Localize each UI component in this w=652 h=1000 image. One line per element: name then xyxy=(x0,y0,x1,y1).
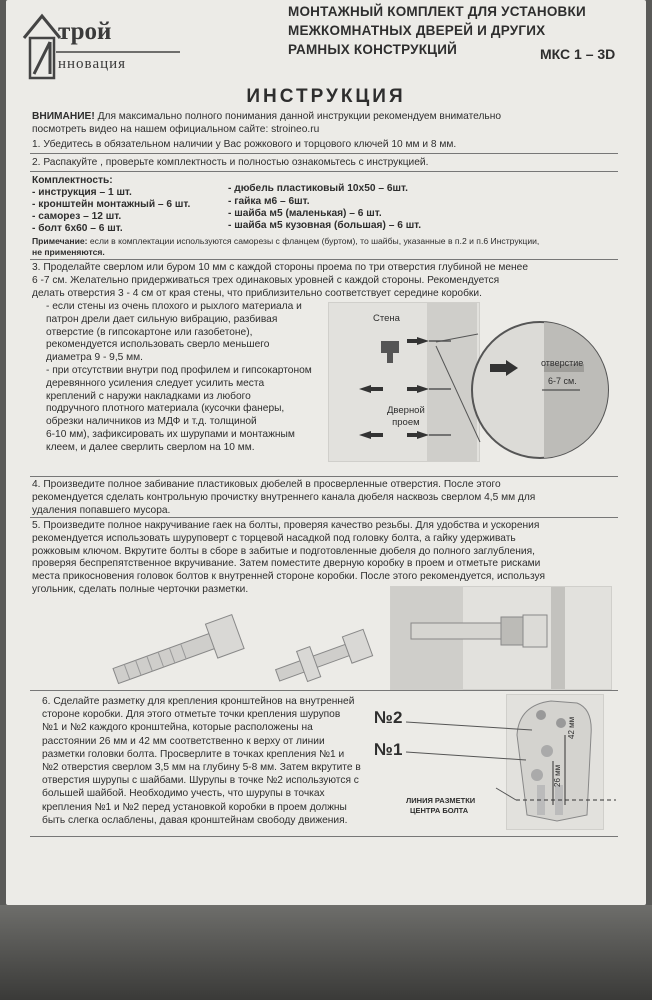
page-title: ИНСТРУКЦИЯ xyxy=(246,86,406,107)
bolt-assembly-figure xyxy=(106,612,376,702)
step-3-line: клеем, и далее сверлить сверлом на 10 мм. xyxy=(46,441,255,453)
step-3-line: рекомендуется использовать сверло меньшего xyxy=(46,339,270,351)
attention-label: ВНИМАНИЕ! xyxy=(32,111,95,122)
step-3-line: креплений с наружи накладками из любого xyxy=(46,390,251,402)
step-6-line: 6. Сделайте разметку для крепления кронштейнов на внутренней xyxy=(42,696,355,707)
opening-label: Дверной проем xyxy=(387,405,425,428)
label-point-2: №2 xyxy=(374,708,403,727)
hole-depth-label: 6-7 см. xyxy=(548,376,577,386)
header-title-line: РАМНЫХ КОНСТРУКЦИЙ xyxy=(288,42,458,57)
step-3-line: обрезки наличников из МДФ и т.д. толщиной xyxy=(46,416,257,428)
logo-text-top: трой xyxy=(58,18,112,45)
model-number: МКС 1 – 3D xyxy=(540,46,616,62)
step-5-line: места прикосновения головок болтов к внутренней стороне коробки. После этого рекомендуется, используя xyxy=(32,571,546,583)
attention-line-2: посмотреть видео на нашем официальном сайте: stroineo.ru xyxy=(32,124,320,135)
marking-line-label: ЛИНИЯ РАЗМЕТКИ xyxy=(406,796,476,805)
step-6-line: №1 и №2 каждого кронштейна, которые расположены на xyxy=(42,722,313,734)
step-1: 1. Убедитесь в обязательном наличии у Вас рожкового и торцового ключей 10 мм и 8 мм. xyxy=(32,139,457,150)
bolt-icon xyxy=(391,587,611,689)
kit-item: - кронштейн монтажный – 6 шт. xyxy=(32,199,191,210)
step-2: 2. Распакуйте , проверьте комплектность и полностью ознакомьтесь с инструкцией. xyxy=(32,157,429,168)
step-5-line: угольник, сделать полные черточки разметки. xyxy=(32,584,249,595)
company-logo xyxy=(20,8,190,90)
dimension-26: 26 мм xyxy=(553,764,562,787)
step-3-line: подручного плотного материала (кусочки фанеры, xyxy=(46,403,285,415)
kit-item: - инструкция – 1 шт. xyxy=(32,187,132,198)
divider xyxy=(30,836,618,837)
step-6-line: стороне коробки. Для этого отметьте точки крепления шурупов xyxy=(42,709,341,721)
bracket-leader-lines xyxy=(366,700,616,810)
dimension-42: 42 мм xyxy=(567,716,576,739)
step-6-line: разметки головки болта. Просверлите в точках крепления №1 и xyxy=(42,748,345,760)
step-6-line: расстоянии 26 мм и 42 мм соответственно к верху от линии xyxy=(42,735,325,747)
divider xyxy=(30,171,618,172)
step-5-line: 5. Произведите полное накручивание гаек на болты, проверяя качество резьбы. Для удобства и ускорения xyxy=(32,520,540,531)
kit-note-2: не применяются. xyxy=(32,247,105,257)
step-5-line: рекомендуется использовать шуруповерт с торцевой насадкой под головку болта, а гайку удерживать xyxy=(32,532,516,544)
step-5-line: проверяя беспрепятственное вкручивание. Затем поместите дверную коробку в проем и отметьте рисками xyxy=(32,558,541,570)
kit-item: - гайка м6 – 6шт. xyxy=(228,196,310,207)
bolt-in-wall-figure xyxy=(390,586,612,690)
marking-line-label-2: ЦЕНТРА БОЛТА xyxy=(410,806,469,815)
divider xyxy=(30,517,618,518)
step-3-line: патрон дрели дает сильную вибрацию, разбивая xyxy=(46,313,278,325)
note-label: Примечание: xyxy=(32,236,88,246)
kit-item: - шайба м5 кузовная (большая) – 6 шт. xyxy=(228,220,422,231)
instruction-sheet xyxy=(6,0,646,905)
step-6-line: №2 отверстия сверлом 3,5 мм на глубину 5-8 мм. Затем вкрутите в xyxy=(42,762,361,773)
note-text: если в комплектации используются саморезы с фланцем (буртом), то шайбы, указанные в п.2 и п.6 Инструкции, xyxy=(89,236,540,246)
background-shadow xyxy=(0,905,652,1000)
kit-note xyxy=(32,236,539,247)
header-title-line: МОНТАЖНЫЙ КОМПЛЕКТ ДЛЯ УСТАНОВКИ xyxy=(288,4,586,19)
kit-item: - болт 6х60 – 6 шт. xyxy=(32,223,123,234)
kit-title: Комплектность: xyxy=(32,175,113,186)
step-3-line: отверстие (в гипсокартоне или газобетоне), xyxy=(46,326,253,338)
step-3-line: 6-10 мм), зафиксировать их шурупами и монтажным xyxy=(46,429,295,440)
attention-line-1 xyxy=(32,111,501,124)
step-3-line: - при отсутствии внутри под профилем и гипсокартоном xyxy=(46,365,312,376)
kit-item: - саморез – 12 шт. xyxy=(32,211,122,222)
step-6-line: быть слегка ослаблены, давая кронштейнам свободу движения. xyxy=(42,814,348,826)
step-3-line: деревянного усиления следует усилить места xyxy=(46,377,265,389)
wall-label: Стена xyxy=(373,313,400,324)
step-6-line: отверстия шурупы с шайбами. Шурупы в точке №2 используются с xyxy=(42,775,359,787)
magnified-hole-figure xyxy=(420,290,610,470)
label-point-1: №1 xyxy=(374,740,403,759)
step-6-line: большей шайбой. Необходимо учесть, что шурупы в точках xyxy=(42,788,325,800)
step-3-line: 3. Проделайте сверлом или буром 10 мм с каждой стороны проема по три отверстия глубиной не менее xyxy=(32,262,529,273)
step-3-line: - если стены из очень плохого и рыхлого материала и xyxy=(46,301,302,312)
step-4-line: рекомендуется сделать контрольную прочистку внутреннего канала дюбеля насквозь сверлом 4,5 мм для xyxy=(32,491,536,503)
logo-text-bottom: нновация xyxy=(58,56,127,72)
divider xyxy=(30,690,618,691)
kit-item: - дюбель пластиковый 10х50 – 6шт. xyxy=(228,183,408,194)
divider xyxy=(30,476,618,477)
step-3-line: 6 -7 см. Желательно придерживаться трех одинаковых уровней с каждой стороны. Рекомендуется xyxy=(32,275,500,286)
header-title-line: МЕЖКОМНАТНЫХ ДВЕРЕЙ И ДРУГИХ xyxy=(288,23,546,38)
divider xyxy=(30,259,618,260)
step-4-line: 4. Произведите полное забивание пластиковых дюбелей в просверленные отверстия. После этого xyxy=(32,479,501,490)
step-6-line: крепления №1 и №2 перед установкой коробки в проем должны xyxy=(42,801,347,813)
attention-text: Для максимально полного понимания данной инструкции рекомендуем внимательно xyxy=(97,111,502,122)
divider xyxy=(30,153,618,154)
step-5-line: рожковым ключом. Вкрутите болты в сборе в забитые и подготовленные дюбеля до полного заглубления, xyxy=(32,545,535,557)
hole-label: отверстие xyxy=(541,358,584,368)
step-3-line: делать отверстия 3 - 4 см от края стены, что приблизительно соответствует середине коробки. xyxy=(32,288,482,299)
step-3-line: диаметра 9 - 9,5 мм. xyxy=(46,352,144,364)
step-4-line: удаления попавшего мусора. xyxy=(32,504,171,516)
kit-item: - шайба м5 (маленькая) – 6 шт. xyxy=(228,208,382,219)
